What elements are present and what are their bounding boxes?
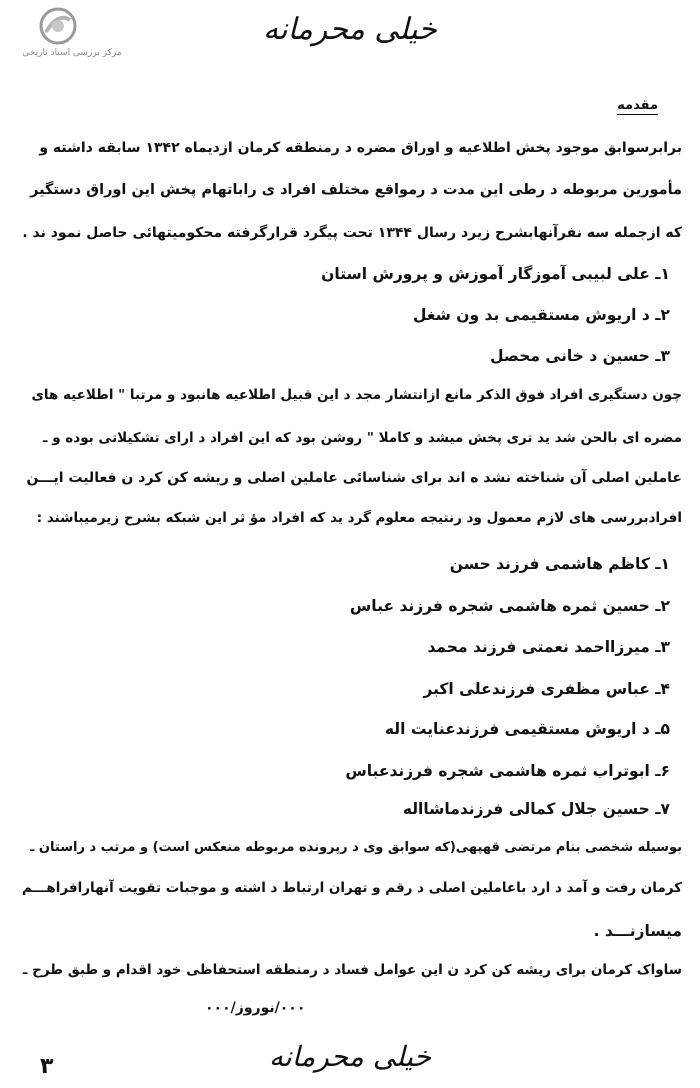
body-line: عاملین اصلی آن شناخته نشد ه اند برای شناسائی عاملین اصلی و ریشه کن کرد ن فعالیت ایـــن: [26, 470, 682, 486]
body-line: مضره ای بالحن شد ید تری پخش میشد و کاملا " روشن بود که این افراد د ارای تشکیلاتی بوده و ـ: [42, 430, 682, 446]
list-item: ۶ـ ابوتراب ثمره هاشمی شجره فرزندعباس: [345, 762, 670, 780]
bottom-classification: خیلی محرمانه: [268, 1040, 432, 1073]
list-item: ۷ـ حسین جلال کمالی فرزندماشااله: [402, 800, 670, 818]
closing-line: میسازنـــد .: [593, 922, 682, 940]
intro-line: مأمورین مربوطه د رطی این مدت د رمواقع مختلف افراد ی راباتهام پخش این اوراق دستگیر: [30, 182, 682, 198]
logo-caption: مرکز بررسی اسناد تاریخی: [22, 48, 122, 58]
list-item: ۵ـ د اریوش مستقیمی فرزندعنایت اله: [384, 720, 670, 738]
footer-date: ۰۰۰/نوروز/۰۰۰: [205, 1000, 306, 1016]
list-item: ۱ـ کاظم هاشمی فرزند حسن: [449, 555, 670, 573]
intro-line: که ازجمله سه نفرآنهابشرح زیرد رسال ۱۳۴۴ تحت پیگرد قرارگرفته محکومیتهائی حاصل نمود ند .: [22, 225, 682, 241]
closing-line: ساواک کرمان برای ریشه کن کرد ن این عوامل فساد د رمنطقه استحفاظی خود اقدام و طبق طرح ـ: [22, 962, 682, 978]
body-line: افرادبررسی های لازم معمول ود رنتیجه معلوم گرد ید که افراد مؤ ثر این شبکه بشرح زیرمیباشند :: [36, 510, 682, 526]
top-classification: خیلی محرمانه: [263, 12, 437, 47]
list-item: ۴ـ عباس مظفری فرزندعلی اکبر: [423, 680, 670, 698]
list-item: ۱ـ علی لبیبی آموزگار آموزش و پرورش استان: [321, 265, 670, 283]
list-item: ۲ـ حسین ثمره هاشمی شجره فرزند عباس: [349, 597, 670, 615]
list-item: ۲ـ د اریوش مستقیمی بد ون شغل: [413, 306, 670, 324]
section-heading: مقدمه: [617, 98, 658, 113]
closing-line: بوسیله شخصی بنام مرتضی قهپهی(که سوابق وی د رپرونده مربوطه منعکس است) و مرتب د راستان ـ: [29, 840, 682, 855]
body-line: چون دستگیری افراد فوق الذکر مانع ازانتشار مجد د این قبیل اطلاعیه هانبود و مرتبا " اطلاعیه های: [31, 387, 682, 403]
list-item: ۳ـ حسین د خانی محصل: [490, 347, 670, 365]
list-item: ۳ـ میرزااحمد نعمتی فرزند محمد: [427, 638, 670, 656]
intro-line: برابرسوابق موجود پخش اطلاعیه و اوراق مضره د رمنطقه کرمان ازدیماه ۱۳۴۲ سابقه داشته و: [39, 140, 682, 156]
closing-line: کرمان رفت و آمد د ارد باعاملین اصلی د رقم و تهران ارتباط د اشته و موجبات تقویت آنهارافراهـــم: [21, 880, 682, 896]
page-number: ۳: [40, 1054, 54, 1079]
